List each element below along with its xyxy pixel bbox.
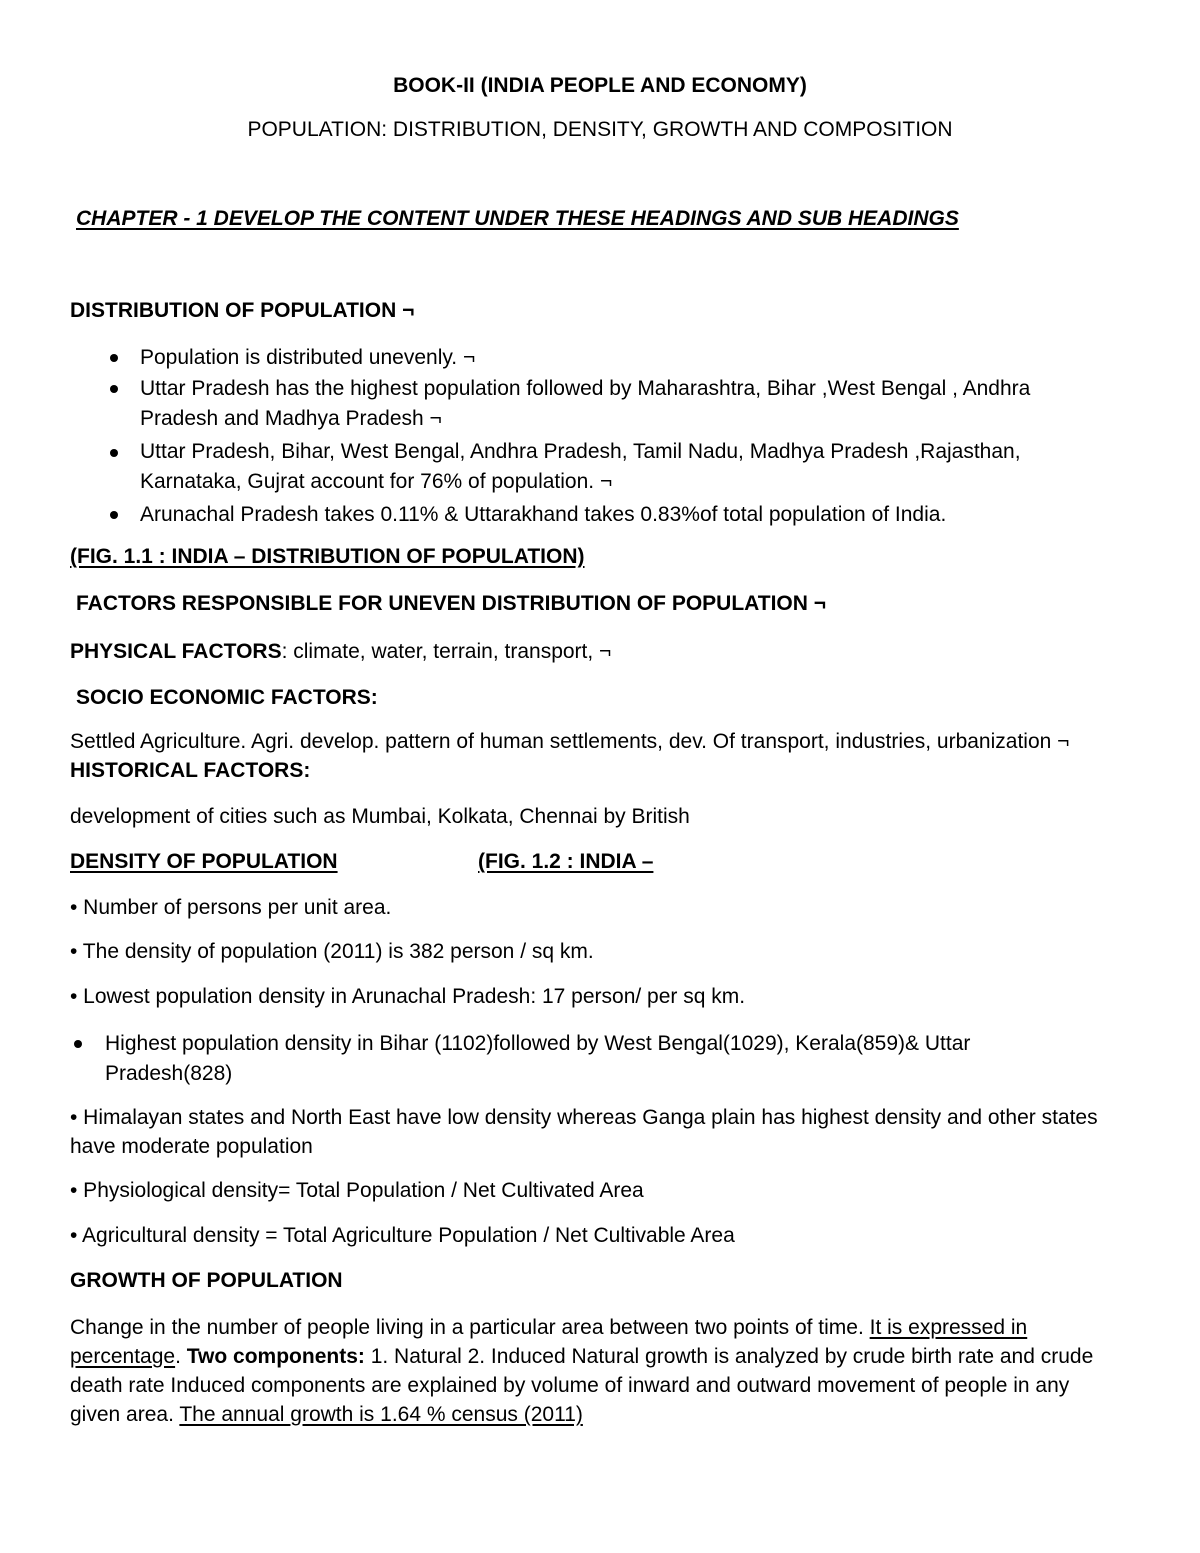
distribution-bullet: Uttar Pradesh, Bihar, West Bengal, Andhra Pradesh, Tamil Nadu, Madhya Pradesh ,Rajasthan, Karnataka, Gujrat account for 76% of population. ¬ — [140, 440, 1021, 493]
bullet-dot — [74, 1040, 82, 1048]
growth-paragraph — [70, 1313, 1125, 1429]
distribution-bullet: Arunachal Pradesh takes 0.11% & Uttarakhand takes 0.83%of total population of India. — [140, 503, 947, 526]
chapter-heading: CHAPTER - 1 DEVELOP THE CONTENT UNDER THESE HEADINGS AND SUB HEADINGS — [76, 207, 959, 230]
growth-heading: GROWTH OF POPULATION — [70, 1269, 343, 1292]
bullet-dot — [110, 354, 118, 362]
growth-text-3: 1. Natural 2. Induced Natural growth is analyzed by crude birth rate and crude death rate Induced components are explained by volume of inward and outward movement of people in any given area. — [70, 1345, 1094, 1426]
distribution-bullet: Population is distributed unevenly. ¬ — [140, 346, 476, 369]
density-point: • Number of persons per unit area. — [70, 896, 392, 919]
distribution-bullet: Uttar Pradesh has the highest population followed by Maharashtra, Bihar ,West Bengal , Andhra Pradesh and Madhya Pradesh ¬ — [140, 377, 1031, 430]
socio-economic-text: Settled Agriculture. Agri. develop. pattern of human settlements, dev. Of transport, industries, urbanization ¬ — [70, 730, 1070, 753]
historical-factors-text: development of cities such as Mumbai, Kolkata, Chennai by British — [70, 805, 690, 828]
book-title: BOOK-II (INDIA PEOPLE AND ECONOMY) — [393, 74, 807, 97]
bullet-dot — [110, 511, 118, 519]
physiological-density-point: • Physiological density= Total Population / Net Cultivated Area — [70, 1179, 644, 1202]
physical-factors-label: PHYSICAL FACTORS — [70, 640, 282, 663]
bullet-dot — [110, 385, 118, 393]
density-point: • The density of population (2011) is 382 person / sq km. — [70, 940, 594, 963]
himalayan-density-point: • Himalayan states and North East have low density whereas Ganga plain has highest density and other states have moderate population — [70, 1106, 1098, 1158]
growth-text-2: . — [175, 1345, 187, 1368]
density-heading: DENSITY OF POPULATION — [70, 850, 338, 873]
growth-underlined-1: It is expressed in percentage — [70, 1316, 1028, 1368]
highest-density-bullet: Highest population density in Bihar (1102)followed by West Bengal(1029), Kerala(859)& Uttar Pradesh(828) — [105, 1032, 971, 1085]
fig-1-1-label: (FIG. 1.1 : INDIA – DISTRIBUTION OF POPULATION) — [70, 545, 585, 568]
density-point: • Lowest population density in Arunachal Pradesh: 17 person/ per sq km. — [70, 985, 746, 1008]
socio-economic-paragraph — [70, 727, 1130, 785]
socio-economic-heading: SOCIO ECONOMIC FACTORS: — [76, 686, 378, 709]
factors-heading: FACTORS RESPONSIBLE FOR UNEVEN DISTRIBUTION OF POPULATION ¬ — [76, 592, 827, 615]
bullet-dot — [110, 449, 118, 457]
physical-factors-text: : climate, water, terrain, transport, ¬ — [281, 640, 612, 663]
fig-1-2-label: (FIG. 1.2 : INDIA – — [478, 850, 654, 873]
growth-text-1: Change in the number of people living in a particular area between two points of time. — [70, 1316, 870, 1339]
two-components-label: Two components: — [186, 1345, 365, 1368]
chapter-subtitle: POPULATION: DISTRIBUTION, DENSITY, GROWTH AND COMPOSITION — [247, 118, 953, 141]
agricultural-density-point: • Agricultural density = Total Agriculture Population / Net Cultivable Area — [70, 1224, 735, 1247]
growth-underlined-2: The annual growth is 1.64 % census (2011) — [179, 1403, 583, 1426]
physical-factors-line — [70, 638, 611, 666]
distribution-heading: DISTRIBUTION OF POPULATION ¬ — [70, 299, 415, 322]
historical-factors-label: HISTORICAL FACTORS: — [70, 759, 311, 782]
